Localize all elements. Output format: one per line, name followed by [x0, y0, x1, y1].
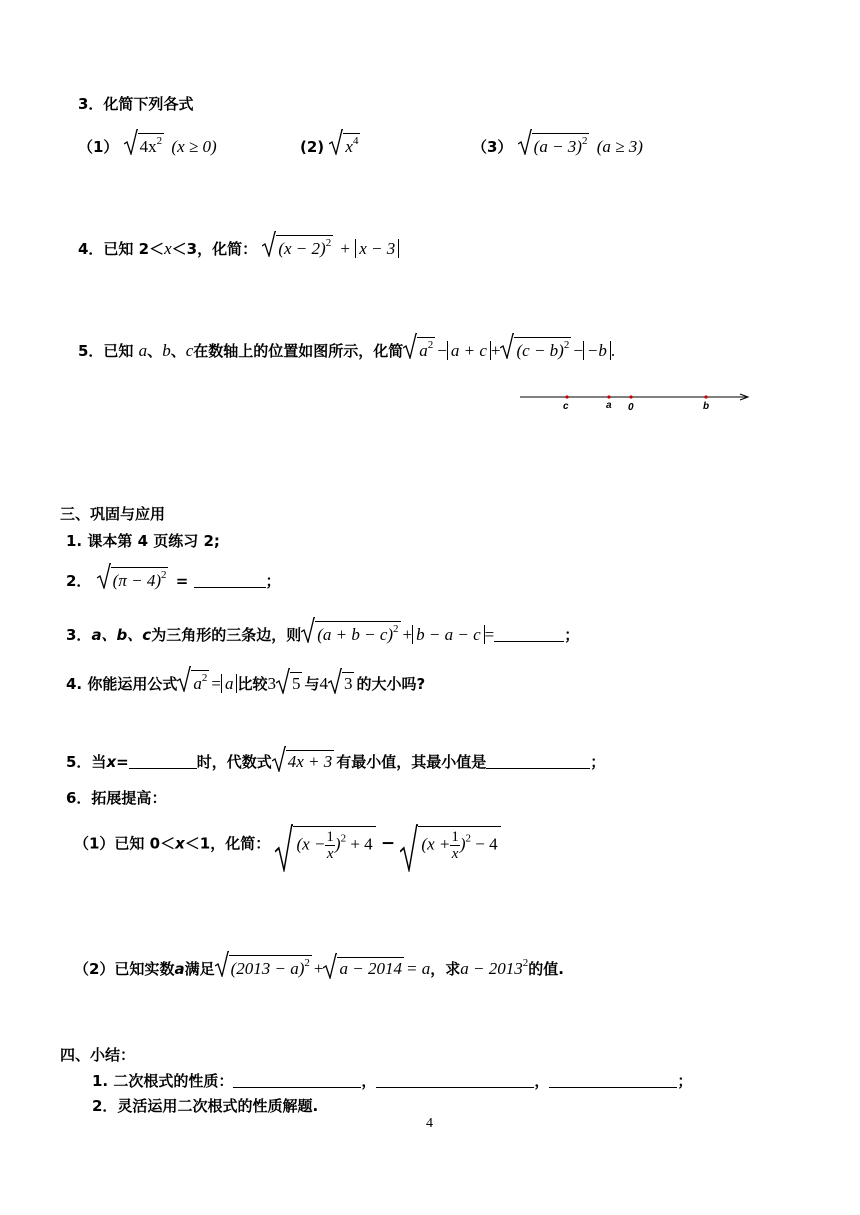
- s3-q4-abs: a: [221, 674, 238, 693]
- q4-mid: ＜3，化简：: [171, 240, 258, 258]
- s3-q6-p2-prefix: （2）已知实数: [74, 960, 175, 978]
- frac-num-2: 1: [451, 829, 459, 845]
- s4-item1: [92, 1070, 692, 1091]
- sqrt-a-b-c: [301, 621, 400, 645]
- s3-q5-mid2: 有最小值，其最小值是: [336, 753, 487, 771]
- s3-q5-blank1: [129, 754, 197, 769]
- point-0: [629, 395, 632, 398]
- q3-p2-sup: 4: [352, 135, 359, 147]
- s3-q3-mid: 为三角形的三条边，则: [151, 626, 302, 644]
- q5-e2-sup: 2: [563, 339, 570, 351]
- s3-q6-p2-end: 的值.: [528, 960, 564, 978]
- number-line: [518, 388, 754, 418]
- q3-p2-expr: x: [345, 137, 353, 156]
- s3-q2: [66, 567, 281, 591]
- q5-plus: +: [490, 341, 501, 360]
- s3-q2-blank: [194, 573, 266, 588]
- s3-q6-p2-e3: a − 2013: [460, 959, 523, 978]
- s3-q3-blank: [494, 627, 564, 642]
- s4-blank2: [376, 1073, 534, 1088]
- q5-minus1: −: [437, 341, 447, 360]
- q3-p1-cond: (x ≥ 0): [171, 137, 217, 156]
- s3-q2-end: ；: [265, 572, 281, 590]
- label-a: a: [606, 400, 612, 411]
- q4-prefix: 4．已知 2＜: [78, 240, 165, 258]
- q5-minus2: −: [573, 341, 583, 360]
- point-a: [607, 395, 610, 398]
- s3-q4-e: a: [193, 674, 202, 693]
- sqrt-x4: [329, 133, 360, 157]
- s4-comma1: ，: [361, 1072, 377, 1090]
- q5-end: .: [610, 341, 616, 360]
- q4-line: [78, 235, 399, 259]
- s3-q2-eq: =: [175, 572, 189, 590]
- sqrt-x-plus-1overx: [400, 826, 500, 862]
- q5-abs2: −b: [583, 341, 611, 360]
- q5-e2: (c − b): [516, 341, 564, 360]
- q5-c: c: [185, 341, 194, 360]
- section3-heading: 三、巩固与应用: [60, 505, 166, 523]
- s3-q3-eq: =: [484, 625, 495, 644]
- sqrt-4x-3: [272, 750, 335, 772]
- q4-expr1: (x − 2): [278, 239, 326, 258]
- point-b: [704, 395, 707, 398]
- s3-q4-sup: 2: [201, 672, 208, 684]
- q3-part1: [78, 133, 217, 157]
- s4-blank3: [549, 1073, 677, 1088]
- q3-part1-label: （1）: [78, 138, 119, 156]
- sqrt-a2-formula: [177, 670, 209, 694]
- sqrt-5: [276, 672, 303, 694]
- q5-e1-sup: 2: [427, 339, 434, 351]
- section4-heading: 四、小结：: [60, 1046, 136, 1064]
- s3-q4-n2: 4: [319, 674, 328, 693]
- s3-q4-r2: 3: [343, 674, 353, 693]
- s3-q5-var: x: [106, 753, 117, 771]
- s3-q6-p2-sup2: 2: [522, 957, 529, 969]
- sqrt-2013-a: [215, 955, 312, 979]
- s3-q6-title: 6．拓展提高：: [66, 789, 167, 807]
- s3-q3-end: ；: [564, 626, 580, 644]
- sqrt-a2: [403, 337, 435, 361]
- s3-q6-p1-sup: 2: [340, 832, 347, 845]
- label-b: b: [703, 401, 710, 412]
- sqrt-x-2: [262, 235, 333, 259]
- s3-q4-and: 与: [304, 675, 320, 693]
- s3-q4-n1: 3: [267, 674, 276, 693]
- q5-b: b: [162, 341, 171, 360]
- s3-q6-p2-sup: 2: [304, 957, 310, 969]
- frac-den-2: x: [451, 846, 459, 862]
- sqrt-pi-4: [97, 567, 169, 591]
- q4-var: x: [164, 239, 172, 258]
- q3-p1-expr: 4x: [139, 137, 157, 156]
- s3-q6-p1-c: + 4: [350, 834, 373, 854]
- s3-q5: [66, 750, 605, 772]
- q5-line: [78, 337, 615, 361]
- sqrt-a-2014: [323, 957, 403, 979]
- q3-part3: [472, 133, 643, 157]
- label-0: 0: [628, 402, 634, 413]
- q5-mid: 在数轴上的位置如图所示，化简: [193, 342, 404, 360]
- s3-q6-p1-e: ): [459, 834, 466, 854]
- s3-q6-p2-mid2: ，求: [430, 960, 461, 978]
- s4-item1-label: 1. 二次根式的性质：: [92, 1072, 234, 1090]
- s3-q5-blank2: [486, 754, 590, 769]
- frac-num: 1: [326, 829, 334, 845]
- q5-a: a: [138, 341, 148, 360]
- s3-q5-prefix: 5．当: [66, 753, 107, 771]
- s4-blank1: [233, 1073, 361, 1088]
- s3-q5-expr: 4x + 3: [287, 752, 333, 771]
- s3-q4-r1: 5: [291, 674, 301, 693]
- s3-q6-p1-minus: −: [380, 833, 396, 854]
- q3-p3-sup: 2: [581, 135, 588, 147]
- s3-q6-p2-mid: 满足: [184, 960, 215, 978]
- q4-abs: x − 3: [355, 239, 399, 258]
- s3-q6-p2-eq: = a: [405, 959, 431, 978]
- s3-q6-p1-f: − 4: [475, 834, 498, 854]
- s3-q3-expr: (a + b − c): [317, 625, 394, 644]
- s3-q5-eq: =: [116, 753, 129, 771]
- s3-q6-p2-e2: a − 2014: [339, 959, 402, 978]
- sqrt-x-minus-1overx: [275, 826, 375, 862]
- q3-p3-cond: (a ≥ 3): [596, 137, 643, 156]
- s3-q3: [66, 621, 579, 645]
- q5-abs1: a + c: [447, 341, 491, 360]
- s3-q5-mid: 时，代数式: [196, 753, 272, 771]
- frac-1-over-x: [325, 829, 335, 862]
- s3-q4: [66, 670, 425, 694]
- sqrt-4x2: [124, 133, 165, 157]
- q5-e1: a: [419, 341, 428, 360]
- frac-den: x: [326, 846, 334, 862]
- s3-q2-sup: 2: [160, 569, 167, 581]
- q4-plus: +: [340, 239, 351, 258]
- q5-prefix: 5．已知: [78, 342, 134, 360]
- point-c: [565, 395, 568, 398]
- s3-q6-p2-var: a: [174, 960, 185, 978]
- s3-q6-p1-mid: ＜1，化简：: [184, 834, 271, 853]
- s4-comma2: ，: [534, 1072, 550, 1090]
- q5-sep2: 、: [170, 342, 186, 360]
- s3-q3-plus: +: [402, 625, 413, 644]
- s3-q3-sup: 2: [393, 623, 399, 635]
- s3-q2-prefix: 2．: [66, 572, 92, 590]
- q3-part2: [300, 133, 362, 157]
- q5-sep1: 、: [147, 342, 163, 360]
- s3-q2-expr: (π − 4): [112, 571, 161, 590]
- s3-q6-p1-prefix: （1）已知 0＜: [74, 834, 176, 853]
- s3-q5-end: ；: [590, 753, 606, 771]
- frac-1-over-x-2: [450, 829, 460, 862]
- s3-q6-part1: [74, 826, 501, 862]
- s3-q6-p2-plus: +: [313, 959, 324, 978]
- q3-part3-label: （3）: [472, 138, 513, 156]
- sqrt-c-b: [500, 337, 571, 361]
- s3-q6-p1-b: ): [334, 834, 341, 854]
- s3-q6-p1-d: (x +: [421, 834, 451, 854]
- s3-q4-prefix: 4. 你能运用公式: [66, 675, 178, 693]
- s3-q6-p2-e1: (2013 − a): [230, 959, 305, 978]
- q3-part2-label: (2): [300, 138, 325, 156]
- s3-q6-p1-sup-2: 2: [465, 832, 472, 845]
- s3-q6-part2: [74, 955, 564, 979]
- s3-q3-prefix: 3．: [66, 626, 92, 644]
- s3-q6-p1-var: x: [175, 834, 185, 853]
- q3-p3-expr: (a − 3): [533, 137, 582, 156]
- q3-title: 3．化简下列各式: [78, 95, 194, 113]
- s3-q1: 1. 课本第 4 页练习 2;: [66, 532, 220, 550]
- s4-item2: 2．灵活运用二次根式的性质解题.: [92, 1097, 319, 1115]
- s3-q3-vars: a、b、c: [91, 626, 152, 644]
- s4-end: ；: [677, 1072, 693, 1090]
- sqrt-3: [328, 672, 355, 694]
- q3-p1-sup: 2: [156, 135, 163, 147]
- label-c: c: [563, 401, 569, 412]
- s3-q3-abs: b − a − c: [412, 625, 485, 644]
- s3-q4-end: 的大小吗?: [356, 675, 426, 693]
- q4-sup: 2: [325, 237, 332, 249]
- s3-q4-mid: 比较: [237, 675, 268, 693]
- sqrt-a-3: [518, 133, 590, 157]
- page-number: 4: [426, 1116, 433, 1131]
- s3-q4-eq: =: [211, 674, 221, 693]
- s3-q6-p1-a: (x −: [296, 834, 326, 854]
